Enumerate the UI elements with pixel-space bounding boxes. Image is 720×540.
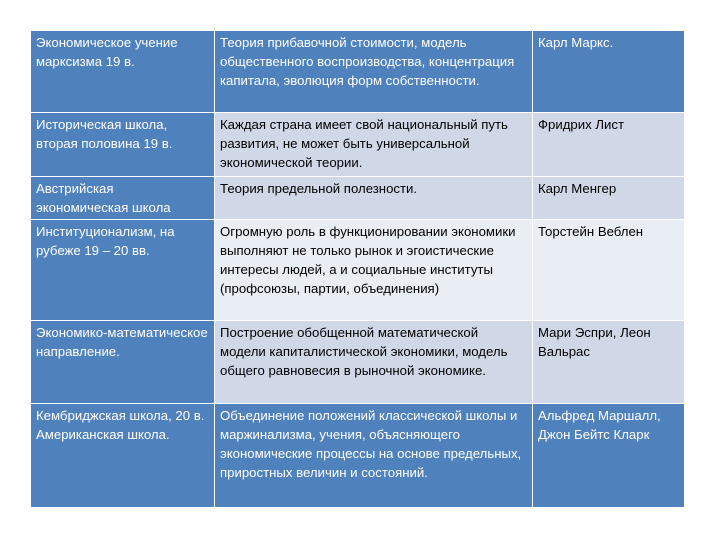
theory-cell: Построение обобщенной математической модели капиталистической экономики, модель общего равновесия в рыночной экономике. bbox=[215, 321, 533, 404]
theory-cell: Объединение положений классической школы и маржинализма, учения, объясняющего экономические процессы на основе предельных, приростных величин и состояний. bbox=[215, 404, 533, 508]
theory-cell: Теория прибавочной стоимости, модель общественного воспроизводства, концентрация капитала, эволюция форм собственности. bbox=[215, 31, 533, 113]
table-row bbox=[31, 321, 685, 404]
school-cell: Австрийская экономическая школа bbox=[31, 177, 215, 220]
author-cell: Торстейн Веблен bbox=[533, 220, 685, 321]
table-row bbox=[31, 31, 685, 113]
school-cell: Кембриджская школа, 20 в. Американская школа. bbox=[31, 404, 215, 508]
table-row bbox=[31, 113, 685, 177]
theory-cell: Огромную роль в функционировании экономики выполняют не только рынок и эгоистические интересы людей, а и социальные институты (профсоюзы, партии, объединения) bbox=[215, 220, 533, 321]
school-cell: Институционализм, на рубеже 19 – 20 вв. bbox=[31, 220, 215, 321]
theory-cell: Теория предельной полезности. bbox=[215, 177, 533, 220]
author-cell: Мари Эспри, Леон Вальрас bbox=[533, 321, 685, 404]
table-row bbox=[31, 177, 685, 220]
school-cell: Экономическое учение марксизма 19 в. bbox=[31, 31, 215, 113]
author-cell: Фридрих Лист bbox=[533, 113, 685, 177]
table-row bbox=[31, 404, 685, 508]
economic-schools-table bbox=[30, 30, 685, 508]
author-cell: Карл Маркс. bbox=[533, 31, 685, 113]
author-cell: Альфред Маршалл, Джон Бейтс Кларк bbox=[533, 404, 685, 508]
theory-cell: Каждая страна имеет свой национальный путь развития, не может быть универсальной экономической теории. bbox=[215, 113, 533, 177]
school-cell: Экономико-математическое направление. bbox=[31, 321, 215, 404]
author-cell: Карл Менгер bbox=[533, 177, 685, 220]
school-cell: Историческая школа, вторая половина 19 в. bbox=[31, 113, 215, 177]
table-row bbox=[31, 220, 685, 321]
